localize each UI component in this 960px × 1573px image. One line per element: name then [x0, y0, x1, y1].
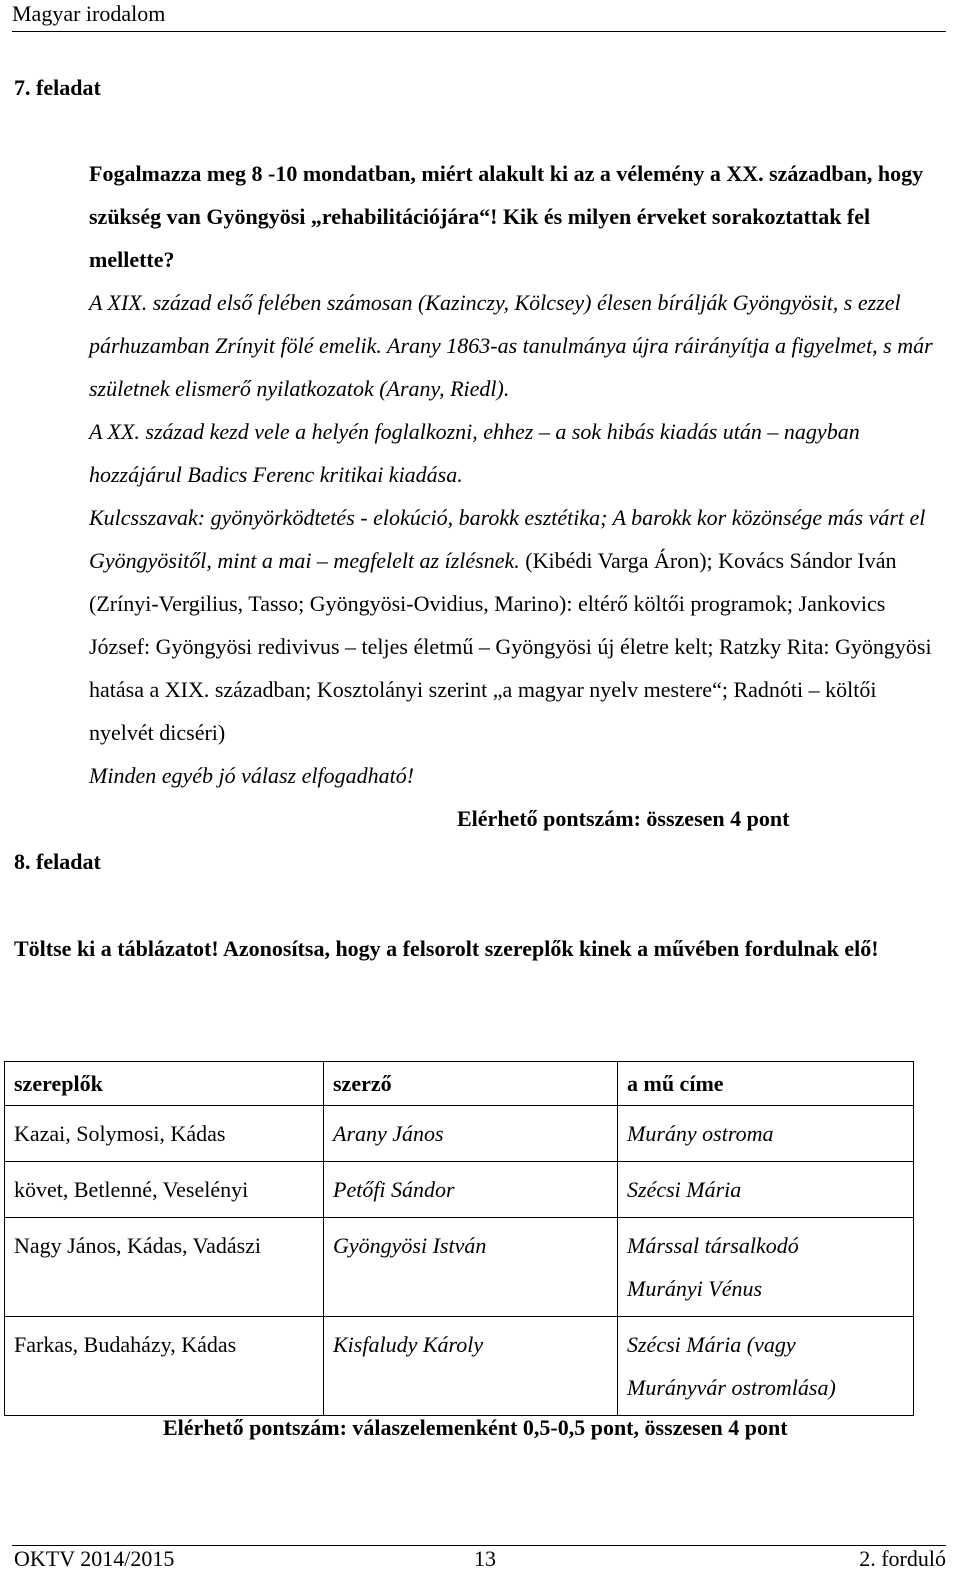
cell-author: Petőfi Sándor	[324, 1162, 618, 1218]
column-header-characters: szereplők	[5, 1062, 324, 1106]
cell-title-line: Szécsi Mária (vagy	[627, 1332, 796, 1357]
page-number: 13	[474, 1546, 496, 1571]
answer-paragraph-1: A XIX. század első felében számosan (Kazinczy, Kölcsey) élesen bírálják Gyöngyösit, s ezzel párhuzamban Zrínyit fölé emelik. Arany 1863-as tanulmánya újra ráirányítja a figyelmet, s már születnek elismerő nyilatkozatok (Arany, Riedl).	[89, 290, 933, 401]
task-7-score: Elérhető pontszám: összesen 4 pont	[457, 806, 790, 831]
task-8-question: Töltse ki a táblázatot! Azonosítsa, hogy a felsorolt szereplők kinek a művében fordulnak elő!	[14, 936, 879, 961]
cell-title-line: Murányi Vénus	[627, 1276, 763, 1301]
cell-title-line: Márssal társalkodó	[627, 1233, 799, 1258]
cell-characters: követ, Betlenné, Veselényi	[5, 1162, 324, 1218]
answer-paragraph-4: Minden egyéb jó válasz elfogadható!	[89, 763, 415, 788]
task-7-question: Fogalmazza meg 8 -10 mondatban, miért alakult ki az a vélemény a XX. században, hogy szükség van Gyöngyösi „rehabilitációjára“! Kik és milyen érveket sorakoztattak fel mellette?	[89, 161, 924, 272]
footer-round: 2. forduló	[859, 1546, 946, 1571]
cell-author: Arany János	[324, 1106, 618, 1162]
cell-author: Kisfaludy Károly	[324, 1317, 618, 1416]
cell-characters: Farkas, Budaházy, Kádas	[5, 1317, 324, 1416]
table-row	[5, 1106, 914, 1162]
answer-keywords: Kulcsszavak: gyönyörködtetés - elokúció, barokk esztétika; A barokk kor közönsége más várt el Gyöngyösitől, mint a mai – megfelelt az ízlésnek.	[89, 505, 926, 573]
task-7-heading: 7. feladat	[14, 75, 101, 100]
answer-references: (Kibédi Varga Áron); Kovács Sándor Iván (Zrínyi-Vergilius, Tasso; Gyöngyösi-Ovidius, Marino): eltérő költői programok; Jankovics József: Gyöngyösi redivivus – teljes életmű – Gyöngyösi új életre kelt; Ratzky Rita: Gyöngyösi hatása a XIX. században; Kosztolányi szerint „a magyar nyelv mestere“; Radnóti – költői nyelvét dicséri)	[89, 548, 932, 745]
task-8-heading: 8. feladat	[14, 849, 101, 874]
table-header-row	[5, 1062, 914, 1106]
answer-paragraph-3	[89, 496, 939, 754]
table-row	[5, 1162, 914, 1218]
cell-characters: Kazai, Solymosi, Kádas	[5, 1106, 324, 1162]
header-divider	[12, 31, 946, 32]
column-header-author: szerző	[324, 1062, 618, 1106]
cell-title-line: Murányvár ostromlása)	[627, 1375, 836, 1400]
cell-title-line: Szécsi Mária	[627, 1177, 742, 1202]
answer-paragraph-2: A XX. század kezd vele a helyén foglalkozni, ehhez – a sok hibás kiadás után – nagyban hozzájárul Badics Ferenc kritikai kiadása.	[89, 419, 860, 487]
cell-title	[618, 1162, 914, 1218]
cell-author: Gyöngyösi István	[324, 1218, 618, 1317]
cell-title	[618, 1317, 914, 1416]
cell-title	[618, 1106, 914, 1162]
answer-table	[4, 1061, 914, 1416]
cell-title	[618, 1218, 914, 1317]
table-row	[5, 1317, 914, 1416]
cell-characters: Nagy János, Kádas, Vadászi	[5, 1218, 324, 1317]
column-header-title: a mű címe	[618, 1062, 914, 1106]
table-row	[5, 1218, 914, 1317]
task-7-answer	[89, 281, 939, 797]
task-8-score: Elérhető pontszám: válaszelemenként 0,5-0,5 pont, összesen 4 pont	[163, 1415, 788, 1440]
subject-title: Magyar irodalom	[12, 1, 166, 26]
footer-exam: OKTV 2014/2015	[14, 1546, 175, 1571]
cell-title-line: Murány ostroma	[627, 1121, 774, 1146]
